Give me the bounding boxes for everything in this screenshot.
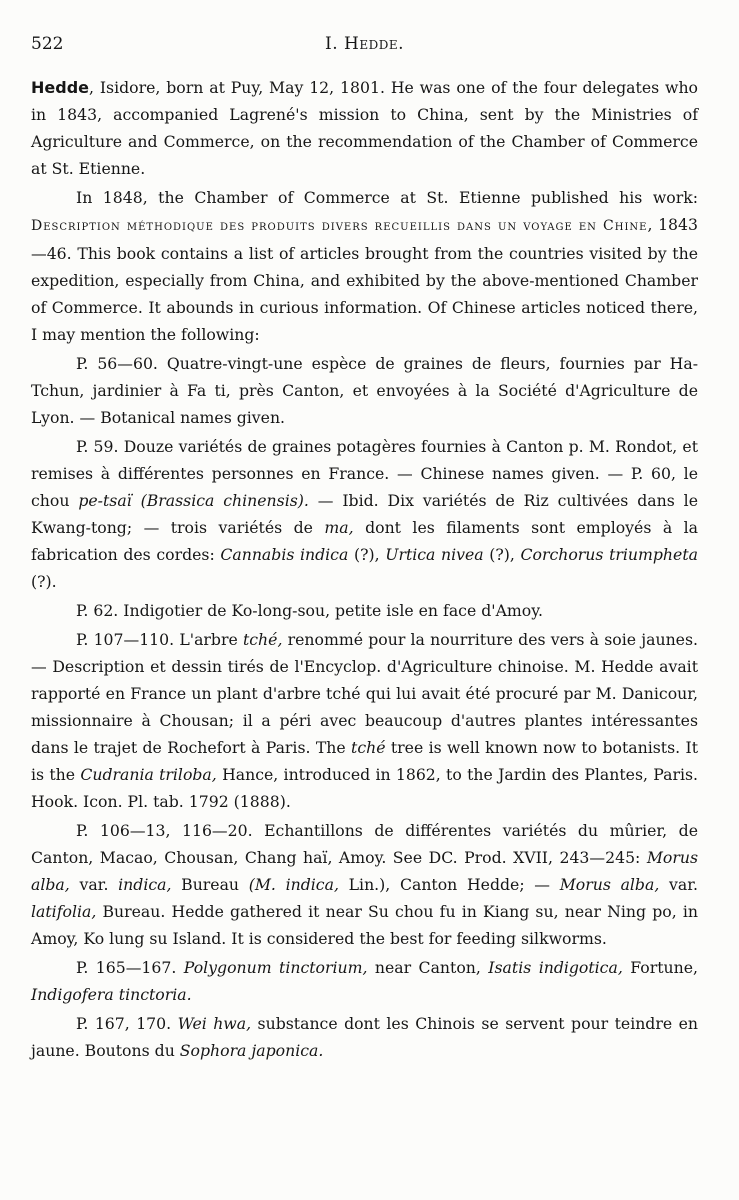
species-name: Morus alba, [559,875,660,894]
paragraph-text: near Canton, [367,958,489,977]
species-name: tché [351,738,386,757]
paragraph-p107 [31,626,698,815]
paragraph-text: var. [659,875,699,894]
paragraph-text: substance dont les Chinois se servent pour teindre en jaune. Boutons du [31,1014,698,1060]
paragraph-p165 [31,954,698,1008]
paragraph-text: , Isidore, born at Puy, May 12, 1801. He was one of the four delegates who in 1843, accompanied Lagrené's mission to China, sent by the Ministries of Agriculture and Commerce, on the recommendation of the Chamber of Commerce at St. Etienne. [31,78,698,178]
paragraph-text: tree is well known now to botanists. It is the [31,738,698,784]
species-name: Cannabis indica [220,545,349,564]
paragraph-text: P. 107—110. L'arbre [76,630,243,649]
paragraph-text: Bureau. Hedde gathered it near Su chou fu in Kiang su, near Ning po, in Amoy, Ko lung su Island. It is considered the best for feeding silkworms. [31,902,698,948]
running-title: I. Hedde. [324,34,404,54]
species-name: Wei hwa, [177,1014,252,1033]
paragraph-text: renommé pour la nourriture des vers à soie jaunes. — Description et dessin tirés de l'Encyclop. d'Agriculture chinoise. M. Hedde avait rapporté en France un plant d'arbre tché qui lui avait été procuré par M. Danicour, missionnaire à Chousan; il a péri avec beaucoup d'autres plantes intéressantes dans le trajet de Rochefort à Paris. The [31,630,698,757]
paragraph-text: Fortune, [622,958,698,977]
running-header [31,30,698,58]
paragraph-p62: P. 62. Indigotier de Ko-long-sou, petite isle en face d'Amoy. [76,601,543,620]
paragraph-p59 [31,433,698,595]
paragraph-p167 [31,1010,698,1064]
species-name: Corchorus triumpheta [520,545,698,564]
paragraph-p106 [31,817,698,952]
paragraph-text: var. [69,875,119,894]
species-name: Polygonum tinctorium, [183,958,368,977]
species-name: tché, [242,630,283,649]
species-name: ma, [324,518,354,537]
paragraph-text: P. 165—167. [76,958,184,977]
entry-body [31,74,698,1064]
paragraph-text: Hance, introduced in 1862, to the Jardin des Plantes, Paris. Hook. Icon. Pl. tab. 1792 (1888). [31,765,699,811]
paragraph-publication [31,184,698,348]
book-title: Description méthodique des produits divers recueillis dans un voyage en Chine [31,218,648,234]
species-name: Indigofera tinctoria. [31,985,192,1004]
species-name: latifolia, [31,902,97,921]
species-name: Morus alba, [31,848,698,894]
paragraph-text: — Ibid. Dix variétés de Riz cultivées dans le Kwang-tong; — trois variétés de [31,491,698,537]
species-name: (M. indica, [248,875,339,894]
species-name: Sophora japonica. [179,1041,324,1060]
paragraph-text: (?), [348,545,386,564]
paragraph-text: (?), [483,545,521,564]
paragraph-text: Bureau [171,875,249,894]
paragraph-text: Lin.), Canton Hedde; — [338,875,560,894]
paragraph-text: P. 106—13, 116—20. Echantillons de différentes variétés du mûrier, de Canton, Macao, Chousan, Chang haï, Amoy. See DC. Prod. XVII, 243—245: [31,821,698,867]
paragraph-intro [31,74,698,182]
paragraph-text: dont les filaments sont employés à la fabrication des cordes: [31,518,699,564]
species-name: Cudrania triloba, [80,765,217,784]
species-name: pe-tsaï (Brassica chinensis). [78,491,309,510]
paragraph-text: P. 59. Douze variétés de graines potagères fournies à Canton p. M. Rondot, et remises à différentes personnes en France. — Chinese names given. — P. 60, le chou [31,437,698,510]
entry-name: Hedde [31,78,89,97]
page-number: 522 [31,34,64,54]
species-name: indica, [118,875,172,894]
paragraph-p56: P. 56—60. Quatre-vingt-une espèce de graines de fleurs, fournies par Ha-Tchun, jardinier à Fa ti, près Canton, et envoyées à la Société d'Agriculture de Lyon. — Botanical names given. [31,354,698,427]
species-name: Urtica nivea [385,545,484,564]
paragraph-text: P. 167, 170. [76,1014,178,1033]
species-name: Isatis indigotica, [488,958,623,977]
paragraph-text: (?). [31,572,57,591]
paragraph-text: , 1843—46. This book contains a list of articles brought from the countries visited by the expedition, especially from China, and exhibited by the above-mentioned Chamber of Commerce. It abounds in curious information. Of Chinese articles noticed there, I may mention the following: [31,215,698,344]
book-page [31,30,698,1066]
paragraph-text: In 1848, the Chamber of Commerce at St. Etienne published his work: [76,188,698,207]
